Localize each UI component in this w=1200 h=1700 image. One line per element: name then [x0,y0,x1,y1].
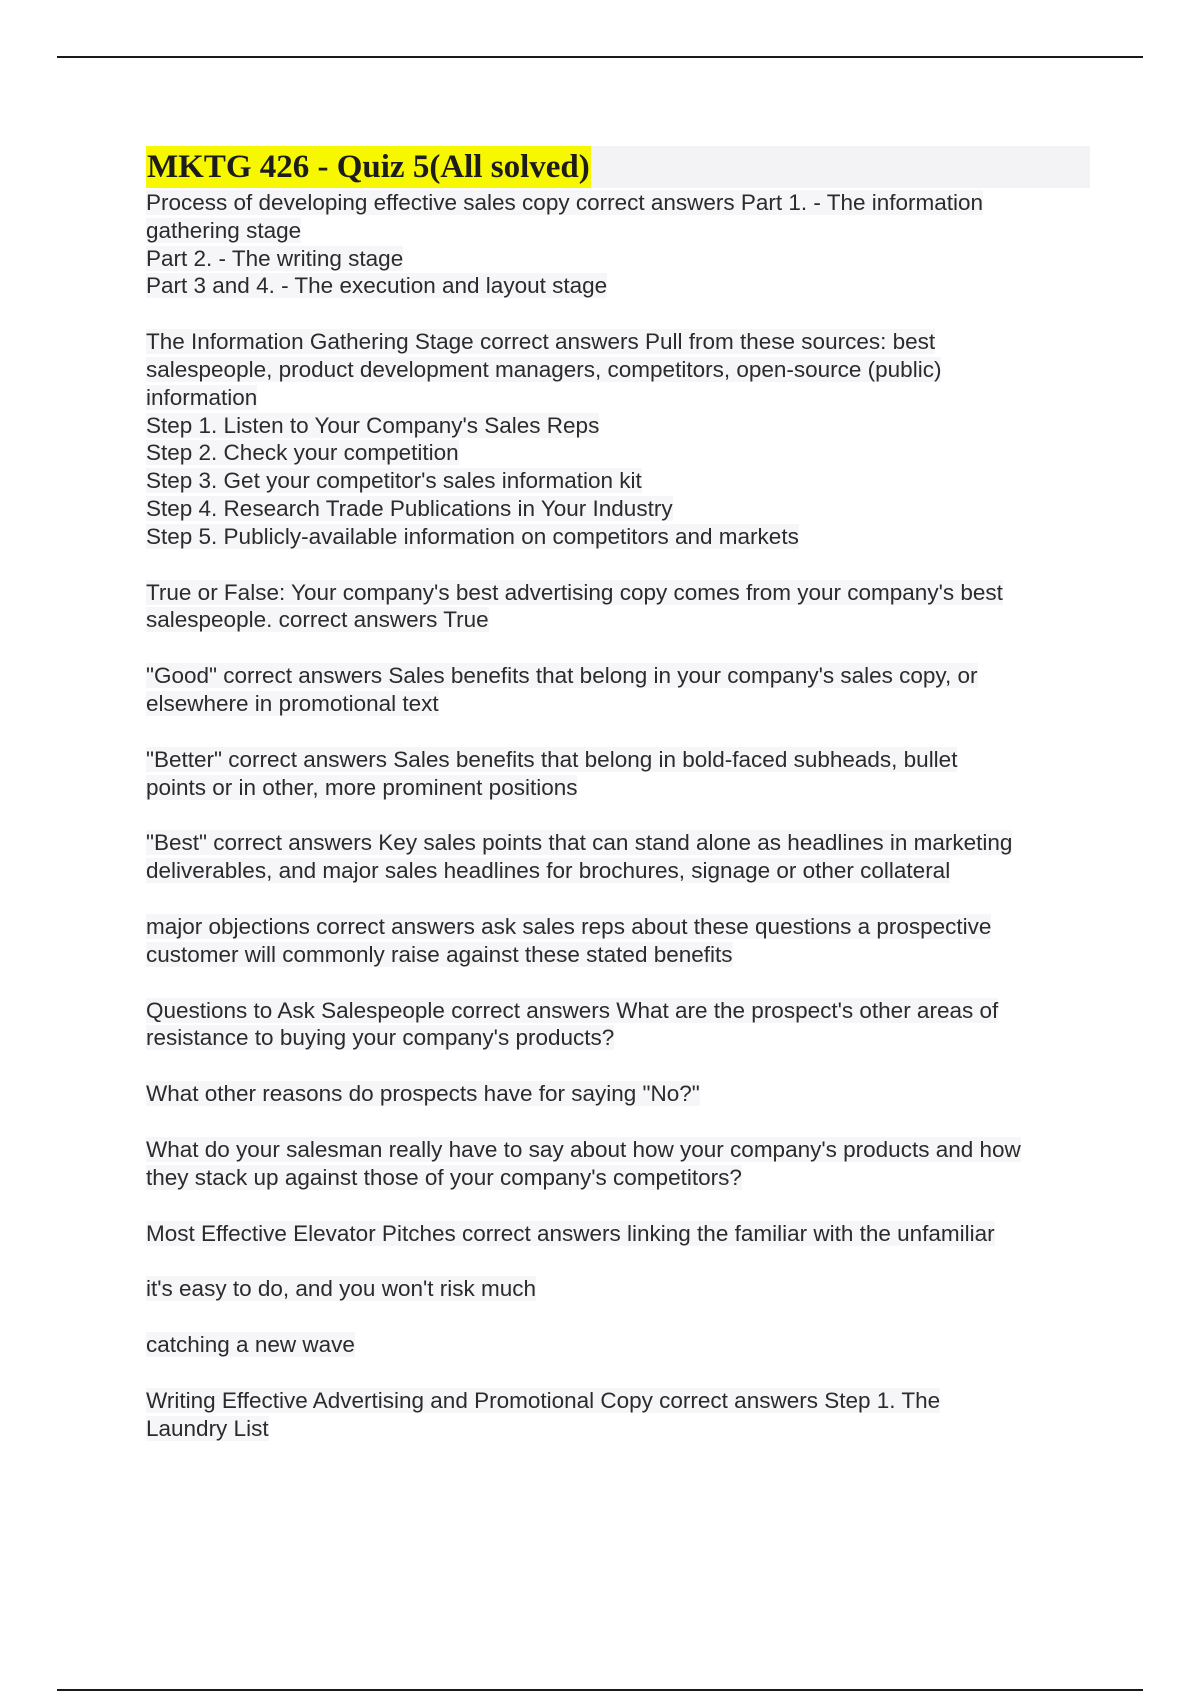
qa-paragraph [146,328,1090,550]
text-line [146,495,1090,523]
text-line-content: Part 2. - The writing stage [146,245,404,271]
text-line [146,1387,1090,1415]
text-line-content: Most Effective Elevator Pitches correct answers linking the familiar with the unfamiliar [146,1220,995,1246]
text-line [146,1331,1090,1359]
qa-paragraph [146,997,1090,1053]
text-line-content: Step 5. Publicly-available information on competitors and markets [146,523,799,549]
text-line [146,356,1090,384]
qa-paragraph [146,579,1090,635]
qa-paragraph [146,746,1090,802]
text-line-content: Step 1. Listen to Your Company's Sales Reps [146,412,600,438]
text-line [146,997,1090,1025]
text-line-content: elsewhere in promotional text [146,690,439,716]
text-line-content: Part 3 and 4. - The execution and layout stage [146,273,608,299]
text-line [146,1275,1090,1303]
text-line-content: catching a new wave [146,1332,355,1358]
text-line-content: True or False: Your company's best advertising copy comes from your company's best [146,579,1003,605]
text-line [146,662,1090,690]
text-line-content: What other reasons do prospects have for saying "No?" [146,1081,700,1107]
text-line [146,746,1090,774]
qa-paragraph [146,1387,1090,1443]
text-line-content: it's easy to do, and you won't risk much [146,1276,537,1302]
text-line-content: "Better" correct answers Sales benefits that belong in bold-faced subheads, bullet [146,746,958,772]
text-line [146,579,1090,607]
text-line-content: major objections correct answers ask sales reps about these questions a prospective [146,913,992,939]
text-line-content: Laundry List [146,1415,269,1441]
text-line [146,272,1090,300]
text-line-content: information [146,384,258,410]
text-line-content: salespeople, product development managers, competitors, open-source (public) [146,356,942,382]
text-line-content: Step 3. Get your competitor's sales information kit [146,468,642,494]
text-line-content: they stack up against those of your company's competitors? [146,1164,742,1190]
bottom-rule [57,1689,1143,1691]
qa-paragraph [146,1331,1090,1359]
text-line-content: The Information Gathering Stage correct answers Pull from these sources: best [146,329,936,355]
text-line [146,384,1090,412]
text-line-content: Step 2. Check your competition [146,440,459,466]
text-line-content: Step 4. Research Trade Publications in Your Industry [146,495,673,521]
text-line [146,1164,1090,1192]
text-line [146,523,1090,551]
text-line [146,412,1090,440]
text-line [146,245,1090,273]
text-line-content: resistance to buying your company's products? [146,1025,615,1051]
text-line [146,690,1090,718]
text-line [146,913,1090,941]
text-line-content: "Best" correct answers Key sales points that can stand alone as headlines in marketing [146,830,1013,856]
qa-paragraph [146,189,1090,300]
qa-paragraph [146,913,1090,969]
qa-paragraph [146,662,1090,718]
qa-paragraph [146,1136,1090,1192]
text-line [146,467,1090,495]
qa-paragraph [146,1220,1090,1248]
text-line-content: points or in other, more prominent positions [146,774,578,800]
qa-paragraph [146,1275,1090,1303]
text-line [146,217,1090,245]
text-line-content: Process of developing effective sales copy correct answers Part 1. - The information [146,190,984,215]
text-line [146,829,1090,857]
text-line-content: What do your salesman really have to say about how your company's products and how [146,1136,1021,1162]
text-line [146,774,1090,802]
text-line-content: gathering stage [146,217,302,243]
document-title: MKTG 426 - Quiz 5(All solved) [146,146,591,188]
text-line [146,1136,1090,1164]
text-line [146,1415,1090,1443]
text-line-content: salespeople. correct answers True [146,607,489,633]
text-line-content: "Good" correct answers Sales benefits that belong in your company's sales copy, or [146,663,978,689]
text-line [146,1024,1090,1052]
document-body [146,146,1090,1471]
text-line [146,328,1090,356]
text-line [146,941,1090,969]
text-line [146,1080,1090,1108]
text-line [146,189,1090,217]
text-line-content: deliverables, and major sales headlines for brochures, signage or other collateral [146,858,951,884]
qa-paragraph [146,829,1090,885]
title-row [146,146,1090,188]
paragraph-list [146,189,1090,1443]
text-line-content: Questions to Ask Salespeople correct answers What are the prospect's other areas of [146,997,999,1023]
text-line [146,1220,1090,1248]
text-line-content: customer will commonly raise against these stated benefits [146,941,733,967]
text-line-content: Writing Effective Advertising and Promotional Copy correct answers Step 1. The [146,1387,941,1413]
top-rule [57,56,1143,58]
text-line [146,857,1090,885]
text-line [146,606,1090,634]
text-line [146,439,1090,467]
qa-paragraph [146,1080,1090,1108]
